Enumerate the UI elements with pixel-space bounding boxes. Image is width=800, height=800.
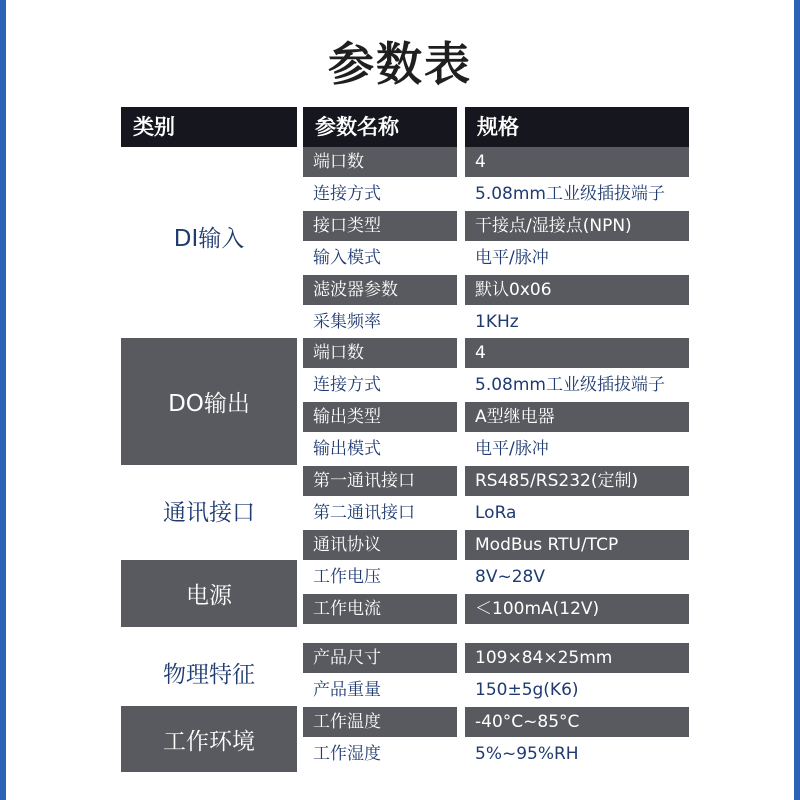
header-category: 类别 (121, 107, 297, 147)
param-spec-cell: 109×84×25mm (465, 643, 689, 673)
category-label: DI输入 (121, 147, 297, 326)
category-label: 通讯接口 (121, 466, 297, 555)
param-name-cell: 输出类型 (303, 402, 457, 432)
page-title: 参数表 (328, 37, 472, 91)
param-spec-cell: 默认0x06 (465, 275, 689, 305)
param-name-cell: 采集频率 (303, 307, 457, 337)
header-name: 参数名称 (303, 107, 457, 147)
category-label: 工作环境 (121, 706, 297, 772)
param-spec-cell: 1KHz (465, 307, 689, 337)
param-spec-cell: A型继电器 (465, 402, 689, 432)
param-name-cell: 接口类型 (303, 211, 457, 241)
category-label: 物理特征 (121, 640, 297, 705)
param-name-cell: 输出模式 (303, 434, 457, 464)
category-label: DO输出 (121, 338, 297, 465)
param-spec-cell: 5%~95%RH (465, 739, 689, 769)
param-spec-cell: -40°C~85°C (465, 707, 689, 737)
param-spec-cell: 干接点/湿接点(NPN) (465, 211, 689, 241)
param-name-cell: 工作湿度 (303, 739, 457, 769)
left-border (0, 0, 6, 800)
param-name-cell: 输入模式 (303, 243, 457, 273)
param-name-cell: 端口数 (303, 338, 457, 368)
param-spec-cell: 5.08mm工业级插拔端子 (465, 179, 689, 209)
param-name-cell: 端口数 (303, 147, 457, 177)
param-name-cell: 连接方式 (303, 370, 457, 400)
right-border (794, 0, 800, 800)
param-spec-cell: 150±5g(K6) (465, 675, 689, 705)
param-name-cell: 工作温度 (303, 707, 457, 737)
param-name-cell: 产品尺寸 (303, 643, 457, 673)
param-spec-cell: LoRa (465, 498, 689, 528)
param-spec-cell: ＜100mA(12V) (465, 594, 689, 624)
header-spec: 规格 (465, 107, 689, 147)
category-label: 电源 (121, 560, 297, 627)
param-name-cell: 滤波器参数 (303, 275, 457, 305)
param-name-cell: 工作电流 (303, 594, 457, 624)
param-name-cell: 第一通讯接口 (303, 466, 457, 496)
param-spec-cell: RS485/RS232(定制) (465, 466, 689, 496)
param-name-cell: 工作电压 (303, 562, 457, 592)
param-spec-cell: 5.08mm工业级插拔端子 (465, 370, 689, 400)
param-spec-cell: 电平/脉冲 (465, 243, 689, 273)
param-name-cell: 产品重量 (303, 675, 457, 705)
param-spec-cell: 8V~28V (465, 562, 689, 592)
param-name-cell: 连接方式 (303, 179, 457, 209)
param-spec-cell: 4 (465, 338, 689, 368)
param-name-cell: 通讯协议 (303, 530, 457, 560)
param-spec-cell: ModBus RTU/TCP (465, 530, 689, 560)
param-spec-cell: 电平/脉冲 (465, 434, 689, 464)
param-name-cell: 第二通讯接口 (303, 498, 457, 528)
param-spec-cell: 4 (465, 147, 689, 177)
